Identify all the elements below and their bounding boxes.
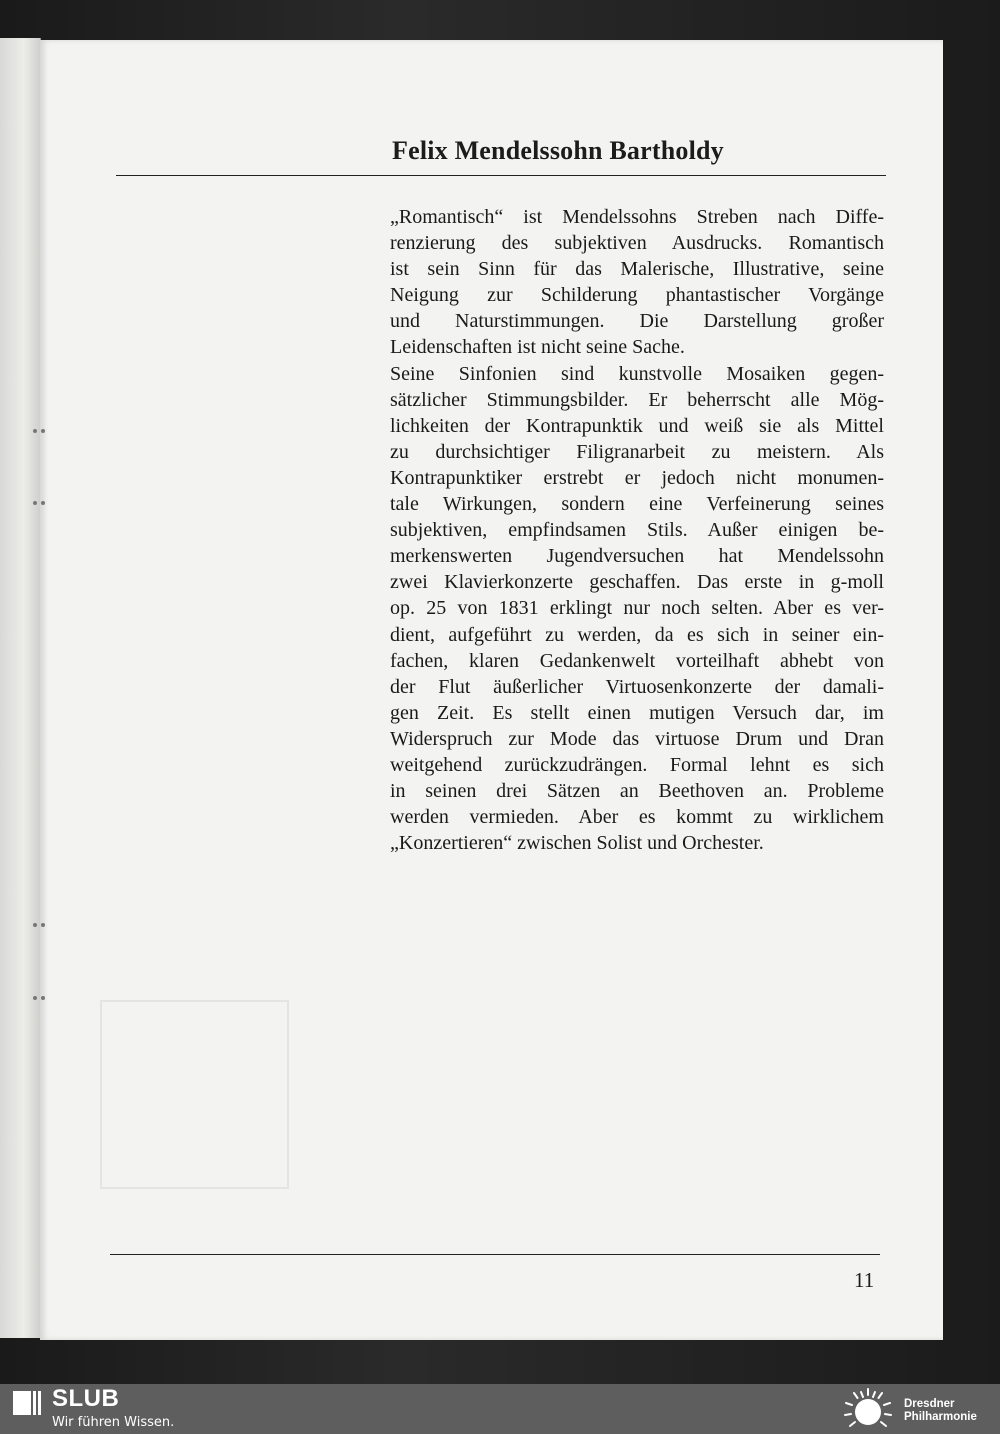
body-line: fachen, klaren Gedankenwelt vorteilhaft abhebt von [390,649,884,672]
body-text [390,204,884,856]
body-line: Widerspruch zur Mode das virtuose Drum und Dran [390,727,884,750]
body-line: sätzlicher Stimmungsbilder. Er beherrscht alle Mög- [390,388,884,411]
body-line: zwei Klavierkonzerte geschaffen. Das erste in g-moll [390,571,884,594]
slub-logo-icon[interactable] [12,1388,42,1418]
body-line: ist sein Sinn für das Malerische, Illustrative, seine [390,258,884,281]
body-line: in seinen drei Sätzen an Beethoven an. Probleme [390,780,884,803]
staple-hole [30,500,48,506]
body-line: „Romantisch“ ist Mendelssohns Streben nach Diffe- [390,206,884,228]
staple-hole [30,922,48,928]
body-line: renzierung des subjektiven Ausdrucks. Romantisch [390,232,884,255]
partner-name[interactable] [904,1398,977,1424]
body-line: Kontrapunktiker erstrebt er jedoch nicht monumen- [390,466,884,489]
page-title: Felix Mendelssohn Bartholdy [392,136,724,165]
body-line: und Naturstimmungen. Die Darstellung großer [390,310,884,333]
header-rule [116,175,886,176]
body-line: subjektiven, empfindsamen Stils. Außer einigen be- [390,519,884,542]
partner-name-line: Philharmonie [904,1411,977,1423]
body-line: weitgehend zurückzudrängen. Formal lehnt es sich [390,753,884,776]
partner-name-line: Dresdner [904,1398,955,1410]
body-line: werden vermieden. Aber es kommt zu wirklichem [390,806,884,829]
body-line: merkenswerten Jugendversuchen hat Mendelssohn [390,545,884,568]
staple-hole [30,428,48,434]
staple-hole [30,995,48,1001]
body-line: Leidenschaften ist nicht seine Sache. [390,336,685,359]
slub-name[interactable]: SLUB [52,1385,120,1412]
body-line: tale Wirkungen, sondern eine Verfeinerung seines [390,493,884,516]
body-line: Seine Sinfonien sind kunstvolle Mosaiken gegen- [390,362,884,385]
page-number: 11 [854,1268,875,1292]
body-line: zu durchsichtiger Filigranarbeit zu meistern. Als [390,440,884,463]
body-line: der Flut äußerlicher Virtuosenkonzerte der damali- [390,675,884,698]
body-line: „Konzertieren“ zwischen Solist und Orchester. [390,832,764,855]
previous-page-edge [0,38,41,1338]
dresdner-philharmonie-logo-icon[interactable] [842,1386,894,1432]
body-line: dient, aufgeführt zu werden, da es sich in seiner ein- [390,623,884,646]
body-line: lichkeiten der Kontrapunktik und weiß sie als Mittel [390,414,884,437]
body-line: Neigung zur Schilderung phantastischer Vorgänge [390,284,884,307]
body-line: gen Zeit. Es stellt einen mutigen Versuch dar, im [390,701,884,724]
footer-rule [110,1254,880,1255]
bleed-through-logo [100,1000,289,1189]
slub-tagline: Wir führen Wissen. [52,1415,175,1430]
body-line: op. 25 von 1831 erklingt nur noch selten. Aber es ver- [390,597,884,620]
